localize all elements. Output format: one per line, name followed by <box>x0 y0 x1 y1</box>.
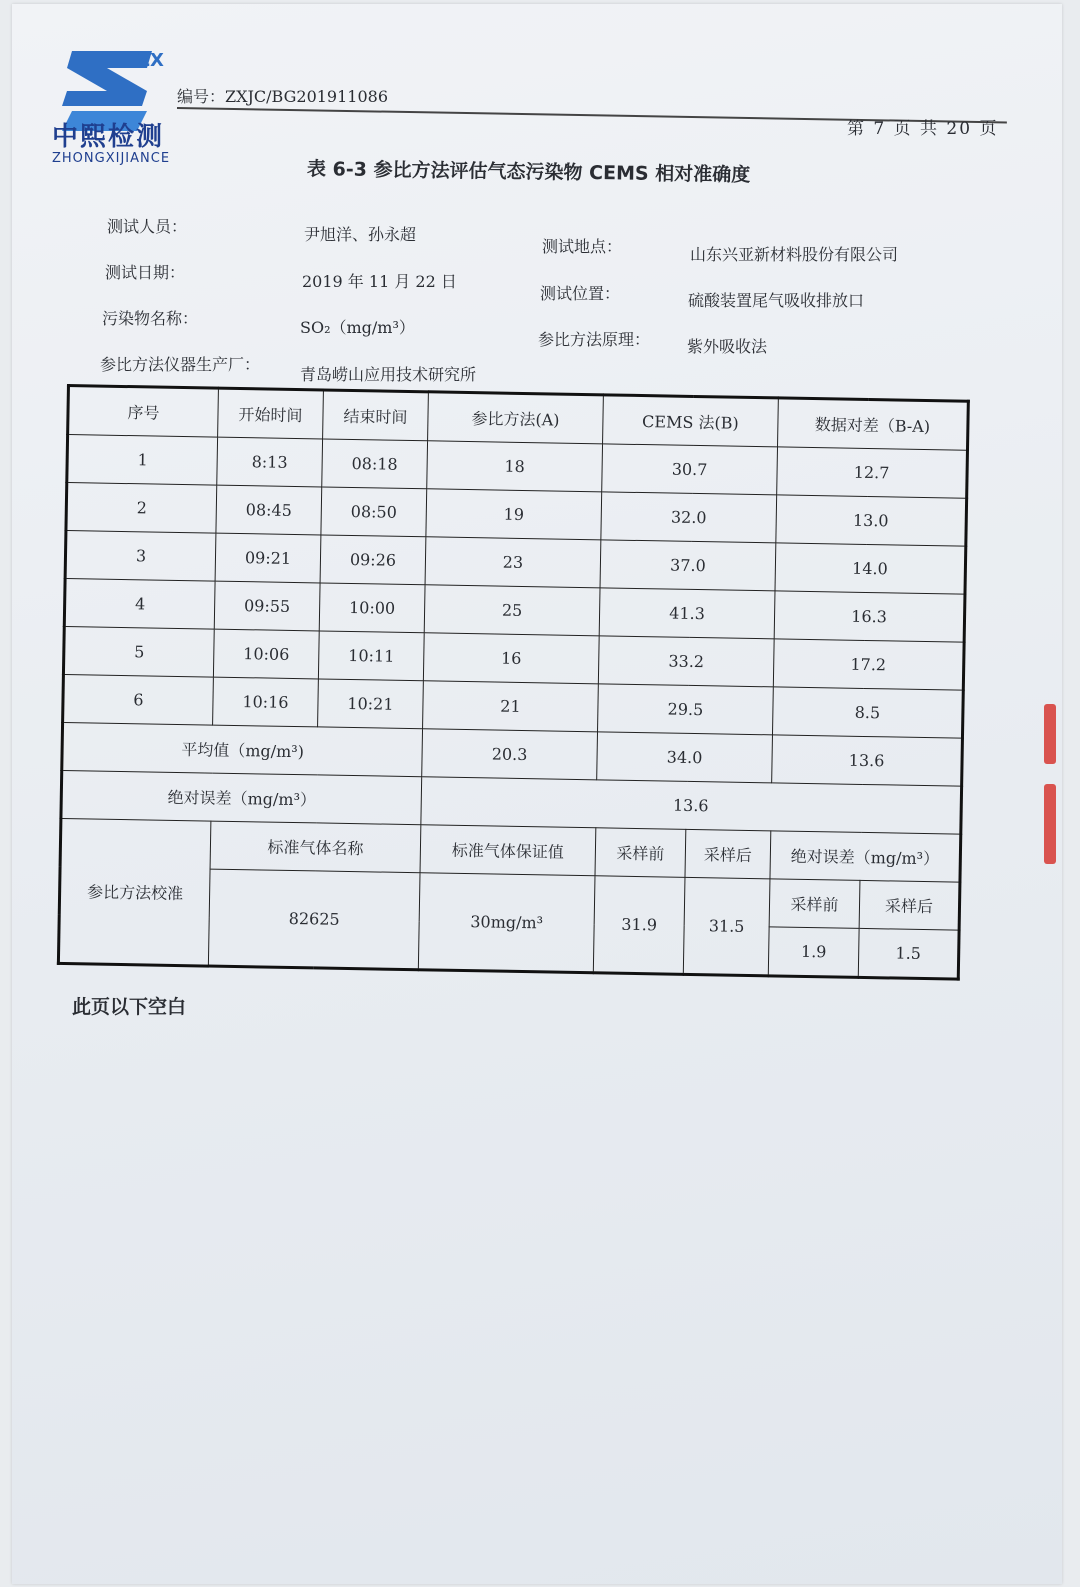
cell: 17.2 <box>773 639 964 690</box>
site-value: 山东兴亚新材料股份有限公司 <box>690 245 899 264</box>
position-label: 测试位置： <box>540 284 621 303</box>
cell: 09:55 <box>214 581 320 631</box>
calib-sub-header: 采样前 <box>769 879 860 929</box>
cell: 2 <box>66 483 217 534</box>
cell: 29.5 <box>598 684 774 735</box>
table-title: 表 6-3 参比方法评估气态污染物 CEMS 相对准确度 <box>306 158 751 187</box>
site-label: 测试地点： <box>542 237 623 256</box>
cell: 09:21 <box>215 533 321 583</box>
calib-header-cell: 绝对误差（mg/m³） <box>770 831 961 882</box>
cell: 25 <box>424 585 600 636</box>
calib-sub-header: 采样后 <box>859 880 960 930</box>
average-label: 平均值（mg/m³) <box>62 722 423 776</box>
cell: 8:13 <box>217 437 323 487</box>
cell: 41.3 <box>599 588 775 639</box>
accuracy-table <box>57 384 967 981</box>
calib-error-after: 1.5 <box>858 928 959 979</box>
cell: 5 <box>63 626 214 677</box>
calib-header-cell: 标准气体保证值 <box>420 825 596 876</box>
principle-label: 参比方法原理： <box>538 330 651 349</box>
tester-value: 尹旭洋、孙永超 <box>304 225 417 244</box>
calib-error-before: 1.9 <box>768 927 859 978</box>
calib-header-cell: 采样前 <box>595 828 686 878</box>
cell: 19 <box>426 489 602 540</box>
page-number: 第 7 页 共 20 页 <box>847 119 999 139</box>
header-cell: 数据对差（B-A) <box>778 398 969 450</box>
cell: 08:50 <box>321 487 427 537</box>
cell: 16 <box>423 633 599 684</box>
date-value: 2019 年 11 月 22 日 <box>302 272 457 291</box>
cell: 37.0 <box>600 540 776 591</box>
average-diff: 13.6 <box>772 735 963 786</box>
principle-value: 紫外吸收法 <box>687 337 768 356</box>
header-cell: 结束时间 <box>323 390 429 441</box>
cell: 08:18 <box>322 439 428 489</box>
cell: 6 <box>63 674 214 725</box>
cell: 4 <box>64 578 215 629</box>
cell: 08:45 <box>216 485 322 535</box>
cell: 12.7 <box>777 447 968 498</box>
blank-below-note: 此页以下空白 <box>72 996 187 1018</box>
average-cems: 34.0 <box>597 732 773 783</box>
cell: 33.2 <box>598 636 774 687</box>
cell: 1 <box>67 435 218 486</box>
cell: 8.5 <box>772 687 963 738</box>
calib-header-cell: 采样后 <box>685 829 771 878</box>
position-value: 硫酸装置尾气吸收排放口 <box>688 291 865 310</box>
report-page <box>12 4 1062 1584</box>
header-cell: CEMS 法(B) <box>603 395 779 447</box>
logo-name-cn: 中熙检测 <box>52 122 165 152</box>
pollutant-label: 污染物名称： <box>102 309 199 328</box>
cell: 09:26 <box>320 535 426 585</box>
tester-label: 测试人员： <box>107 217 188 236</box>
cell: 3 <box>65 531 216 582</box>
cell: 13.0 <box>776 495 967 546</box>
header-cell: 参比方法(A) <box>428 392 604 444</box>
cell: 32.0 <box>601 492 777 543</box>
cell: 10:06 <box>213 629 319 679</box>
calib-header-cell: 标准气体名称 <box>210 821 421 873</box>
stamp-edge-mark <box>1044 704 1056 764</box>
cell: 14.0 <box>775 543 966 594</box>
maker-value: 青岛崂山应用技术研究所 <box>300 365 477 384</box>
report-number: 编号：ZXJC/BG201911086 <box>177 87 389 106</box>
cell: 10:21 <box>318 679 424 729</box>
svg-text:ZX: ZX <box>137 50 164 71</box>
logo-name-en: ZHONGXIJIANCE <box>52 151 171 166</box>
header-cell: 开始时间 <box>218 388 324 439</box>
maker-label: 参比方法仪器生产厂： <box>100 355 261 374</box>
cell: 10:00 <box>319 583 425 633</box>
cell: 10:16 <box>213 677 319 727</box>
average-reference: 20.3 <box>422 729 598 780</box>
cell: 30.7 <box>602 444 778 495</box>
pollutant-value: SO₂（mg/m³） <box>300 318 415 337</box>
cell: 18 <box>427 441 603 492</box>
cell: 10:11 <box>318 631 424 681</box>
cell: 21 <box>423 681 599 732</box>
header-cell: 序号 <box>68 386 219 438</box>
calib-gas-value: 30mg/m³ <box>418 873 595 973</box>
date-label: 测试日期： <box>105 263 186 282</box>
calib-before: 31.9 <box>593 876 685 975</box>
absolute-error-value: 13.6 <box>421 777 962 834</box>
calib-after: 31.5 <box>683 877 770 975</box>
stamp-edge-mark <box>1044 784 1056 864</box>
cell: 23 <box>425 537 601 588</box>
calibration-label: 参比方法校准 <box>58 818 211 966</box>
absolute-error-label: 绝对误差（mg/m³） <box>61 770 422 824</box>
cell: 16.3 <box>774 591 965 642</box>
calib-gas-name: 82625 <box>208 869 420 970</box>
